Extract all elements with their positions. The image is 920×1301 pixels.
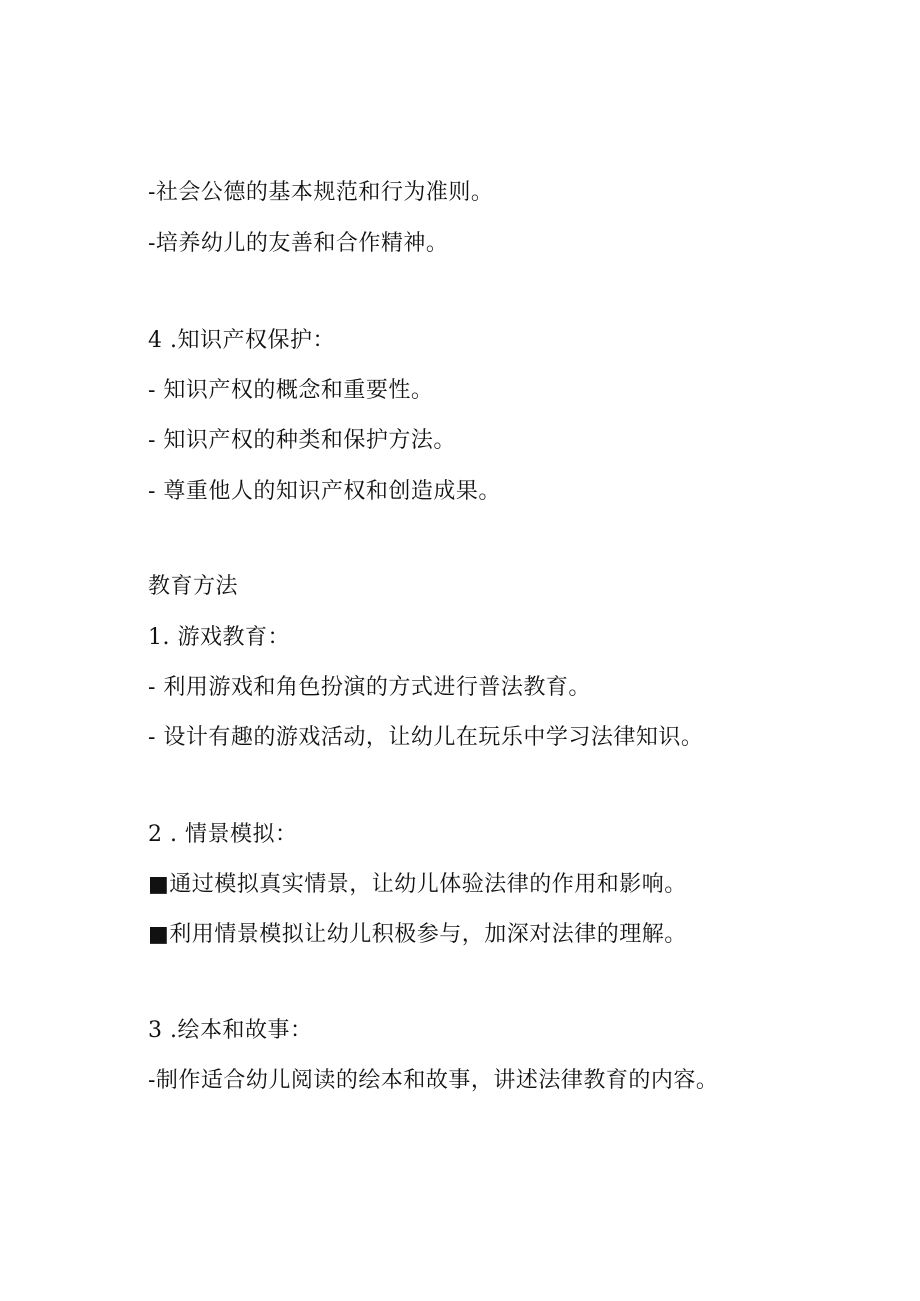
section-heading: 4 .知识产权保护： [148,328,335,353]
text-line: - 利用游戏和角色扮演的方式进行普法教育。 [148,675,591,700]
text-line: ■通过模拟真实情景，让幼儿体验法律的作用和影响。 [148,872,687,897]
text-line: ■利用情景模拟让幼儿积极参与，加深对法律的理解。 [148,922,687,947]
section-heading: 1. 游戏教育： [148,625,290,650]
section-heading: 2 . 情景模拟： [148,822,298,847]
text-line: - 设计有趣的游戏活动，让幼儿在玩乐中学习法律知识。 [148,725,704,750]
text-line: - 知识产权的概念和重要性。 [148,378,434,403]
text-line: -社会公德的基本规范和行为准则。 [148,180,494,205]
text-line: -培养幼儿的友善和合作精神。 [148,231,449,256]
section-title: 教育方法 [148,574,239,599]
text-line: - 尊重他人的知识产权和创造成果。 [148,479,501,504]
text-line: -制作适合幼儿阅读的绘本和故事，讲述法律教育的内容。 [148,1068,719,1093]
section-heading: 3 .绘本和故事： [148,1018,313,1043]
text-line: - 知识产权的种类和保护方法。 [148,428,456,453]
